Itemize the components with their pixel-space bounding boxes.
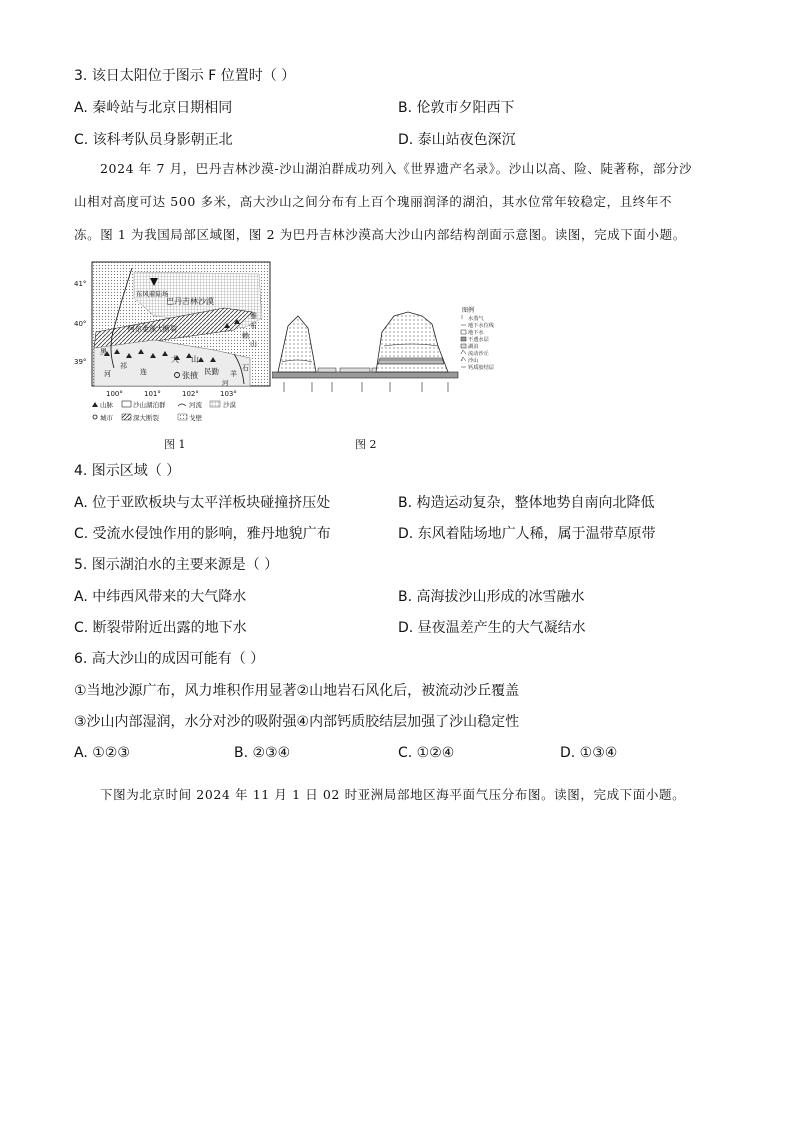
question-6-statements-2: ③沙山内部湿润，水分对沙的吸附强④内部钙质胶结层加强了沙山稳定性 bbox=[74, 714, 520, 730]
question-6-option-c: C. ①②④ bbox=[398, 745, 455, 761]
fig2-legend-sand-mountain: 沙山 bbox=[468, 358, 479, 364]
vapor-arrows bbox=[284, 382, 448, 392]
passage-1-line-3: 冻。图 1 为我国局部区域图，图 2 为巴丹吉林沙漠高大沙山内部结构剖面示意图。读图，完成下面小题。 bbox=[74, 227, 686, 242]
fig2-legend-impermeable: 不透水层 bbox=[468, 337, 489, 343]
lake-2 bbox=[340, 368, 370, 372]
label-fault: 阿尔金深大断裂 bbox=[128, 325, 177, 333]
legend-mountain: 山脉 bbox=[100, 401, 113, 409]
question-6-option-b: B. ②③④ bbox=[234, 745, 291, 761]
fig2-legend-water-table: 地下水位线 bbox=[468, 323, 494, 329]
label-shi: 石 bbox=[242, 364, 249, 372]
legend-lake-icon bbox=[122, 401, 131, 407]
question-4-option-c: C. 受流水侵蚀作用的影响，雅丹地貌广布 bbox=[74, 526, 331, 542]
label-lai: 赖 bbox=[242, 332, 249, 340]
question-4-option-d: D. 东风着陆场地广人稀，属于温带草原带 bbox=[398, 526, 656, 542]
label-mountain-da: 大 bbox=[171, 355, 179, 364]
figure-1-map bbox=[74, 258, 274, 428]
label-lian: 连 bbox=[140, 368, 147, 376]
fig2-legend-dune: 流动沙丘 bbox=[468, 351, 489, 357]
label-hei: 黑 bbox=[100, 348, 107, 356]
lake-1 bbox=[318, 368, 336, 372]
label-river: 河 bbox=[222, 379, 229, 387]
figure-2-profile bbox=[272, 306, 518, 398]
question-4-stem: 4. 图示区域（ ） bbox=[74, 463, 181, 479]
fig2-legend-calcium: 钙质胶结层 bbox=[468, 365, 494, 371]
question-3-option-b: B. 伦敦市夕阳西下 bbox=[398, 100, 515, 116]
figure-2-caption: 图 2 bbox=[355, 438, 377, 451]
question-3-option-c: C. 该科考队员身影朝正北 bbox=[74, 132, 233, 148]
legend-lake: 沙山湖泊群 bbox=[133, 401, 166, 409]
question-5-option-d: D. 昼夜温差产生的大气凝结水 bbox=[398, 620, 586, 636]
fig2-legend-swatches bbox=[461, 315, 466, 367]
fig2-legend-vapor: 水蒸气 bbox=[468, 316, 484, 322]
label-qi: 祁 bbox=[120, 362, 127, 370]
legend-desert-icon bbox=[210, 401, 220, 407]
legend-river: 河流 bbox=[189, 401, 202, 409]
legend-river-icon bbox=[178, 404, 186, 406]
legend-gobi: 戈壁 bbox=[189, 414, 202, 422]
lon-label-101: 101° bbox=[144, 390, 161, 398]
question-3-option-d: D. 泰山站夜色深沉 bbox=[398, 132, 516, 148]
fig2-legend-groundwater: 地下水 bbox=[468, 330, 484, 336]
lon-label-100: 100° bbox=[106, 390, 123, 398]
label-he: 河 bbox=[104, 370, 111, 378]
label-yang: 羊 bbox=[230, 370, 237, 378]
label-bu: 布 bbox=[250, 322, 257, 330]
sand-mountain-left bbox=[278, 316, 316, 372]
question-4-option-b: B. 构造运动复杂，整体地势自南向北降低 bbox=[398, 495, 655, 511]
figure-1-caption: 图 1 bbox=[164, 438, 186, 451]
label-city: 张掖 bbox=[182, 371, 198, 380]
question-6-option-d: D. ①③④ bbox=[560, 745, 618, 761]
label-mountain-shan: 山 bbox=[191, 355, 199, 364]
lat-label-41: 41° bbox=[74, 280, 87, 288]
question-6-stem: 6. 高大沙山的成因可能有（ ） bbox=[74, 651, 265, 667]
lon-label-103: 103° bbox=[220, 390, 237, 398]
impermeable-layer bbox=[272, 372, 458, 378]
question-4-option-a: A. 位于亚欧板块与太平洋板块碰撞挤压处 bbox=[74, 495, 331, 511]
legend-fault-icon bbox=[122, 414, 131, 420]
label-landing-site: 东风着陆场 bbox=[136, 290, 169, 298]
legend-city-icon bbox=[93, 415, 97, 419]
lon-label-102: 102° bbox=[182, 390, 199, 398]
legend-mountain-icon bbox=[92, 402, 98, 407]
legend-desert: 沙漠 bbox=[223, 401, 236, 409]
question-3-stem: 3. 该日太阳位于图示 F 位置时（ ） bbox=[74, 68, 296, 84]
question-6-statements-1: ①当地沙源广布，风力堆积作用显著②山地岩石风化后，被流动沙丘覆盖 bbox=[74, 683, 520, 699]
calcium-layer bbox=[378, 358, 444, 364]
label-desert: 巴丹吉林沙漠 bbox=[166, 297, 214, 306]
question-3-option-a: A. 秦岭站与北京日期相同 bbox=[74, 100, 233, 116]
label-ya: 雅 bbox=[250, 312, 257, 320]
question-5-option-a: A. 中纬西风带来的大气降水 bbox=[74, 589, 247, 605]
fig2-legend-title: 图例 bbox=[462, 307, 475, 314]
lat-label-40: 40° bbox=[74, 320, 87, 328]
passage-1-line-2: 山相对高度可达 500 多米，高大沙山之间分布有上百个瑰丽润泽的湖泊，其水位常年较稳定，且终年不 bbox=[74, 194, 673, 209]
passage-1-line-1: 2024 年 7 月，巴丹吉林沙漠-沙山湖泊群成功列入《世界遗产名录》。沙山以高、险、陡著称，部分沙 bbox=[100, 161, 693, 176]
question-5-option-b: B. 高海拔沙山形成的冰雪融水 bbox=[398, 589, 585, 605]
label-town: 民勤 bbox=[204, 367, 219, 376]
fig2-legend-lake: 湖泊 bbox=[468, 344, 479, 350]
question-5-stem: 5. 图示湖泊水的主要来源是（ ） bbox=[74, 557, 279, 573]
label-shan: 山 bbox=[250, 340, 257, 348]
legend-fault: 深大断裂 bbox=[133, 414, 159, 422]
question-6-option-a: A. ①②③ bbox=[74, 745, 130, 761]
legend-gobi-icon bbox=[178, 414, 187, 420]
question-5-option-c: C. 断裂带附近出露的地下水 bbox=[74, 620, 247, 636]
passage-2-line-1: 下图为北京时间 2024 年 11 月 1 日 02 时亚洲局部地区海平面气压分布图。读图，完成下面小题。 bbox=[100, 787, 686, 802]
legend-city: 城市 bbox=[100, 414, 113, 422]
lat-label-39: 39° bbox=[74, 358, 87, 366]
